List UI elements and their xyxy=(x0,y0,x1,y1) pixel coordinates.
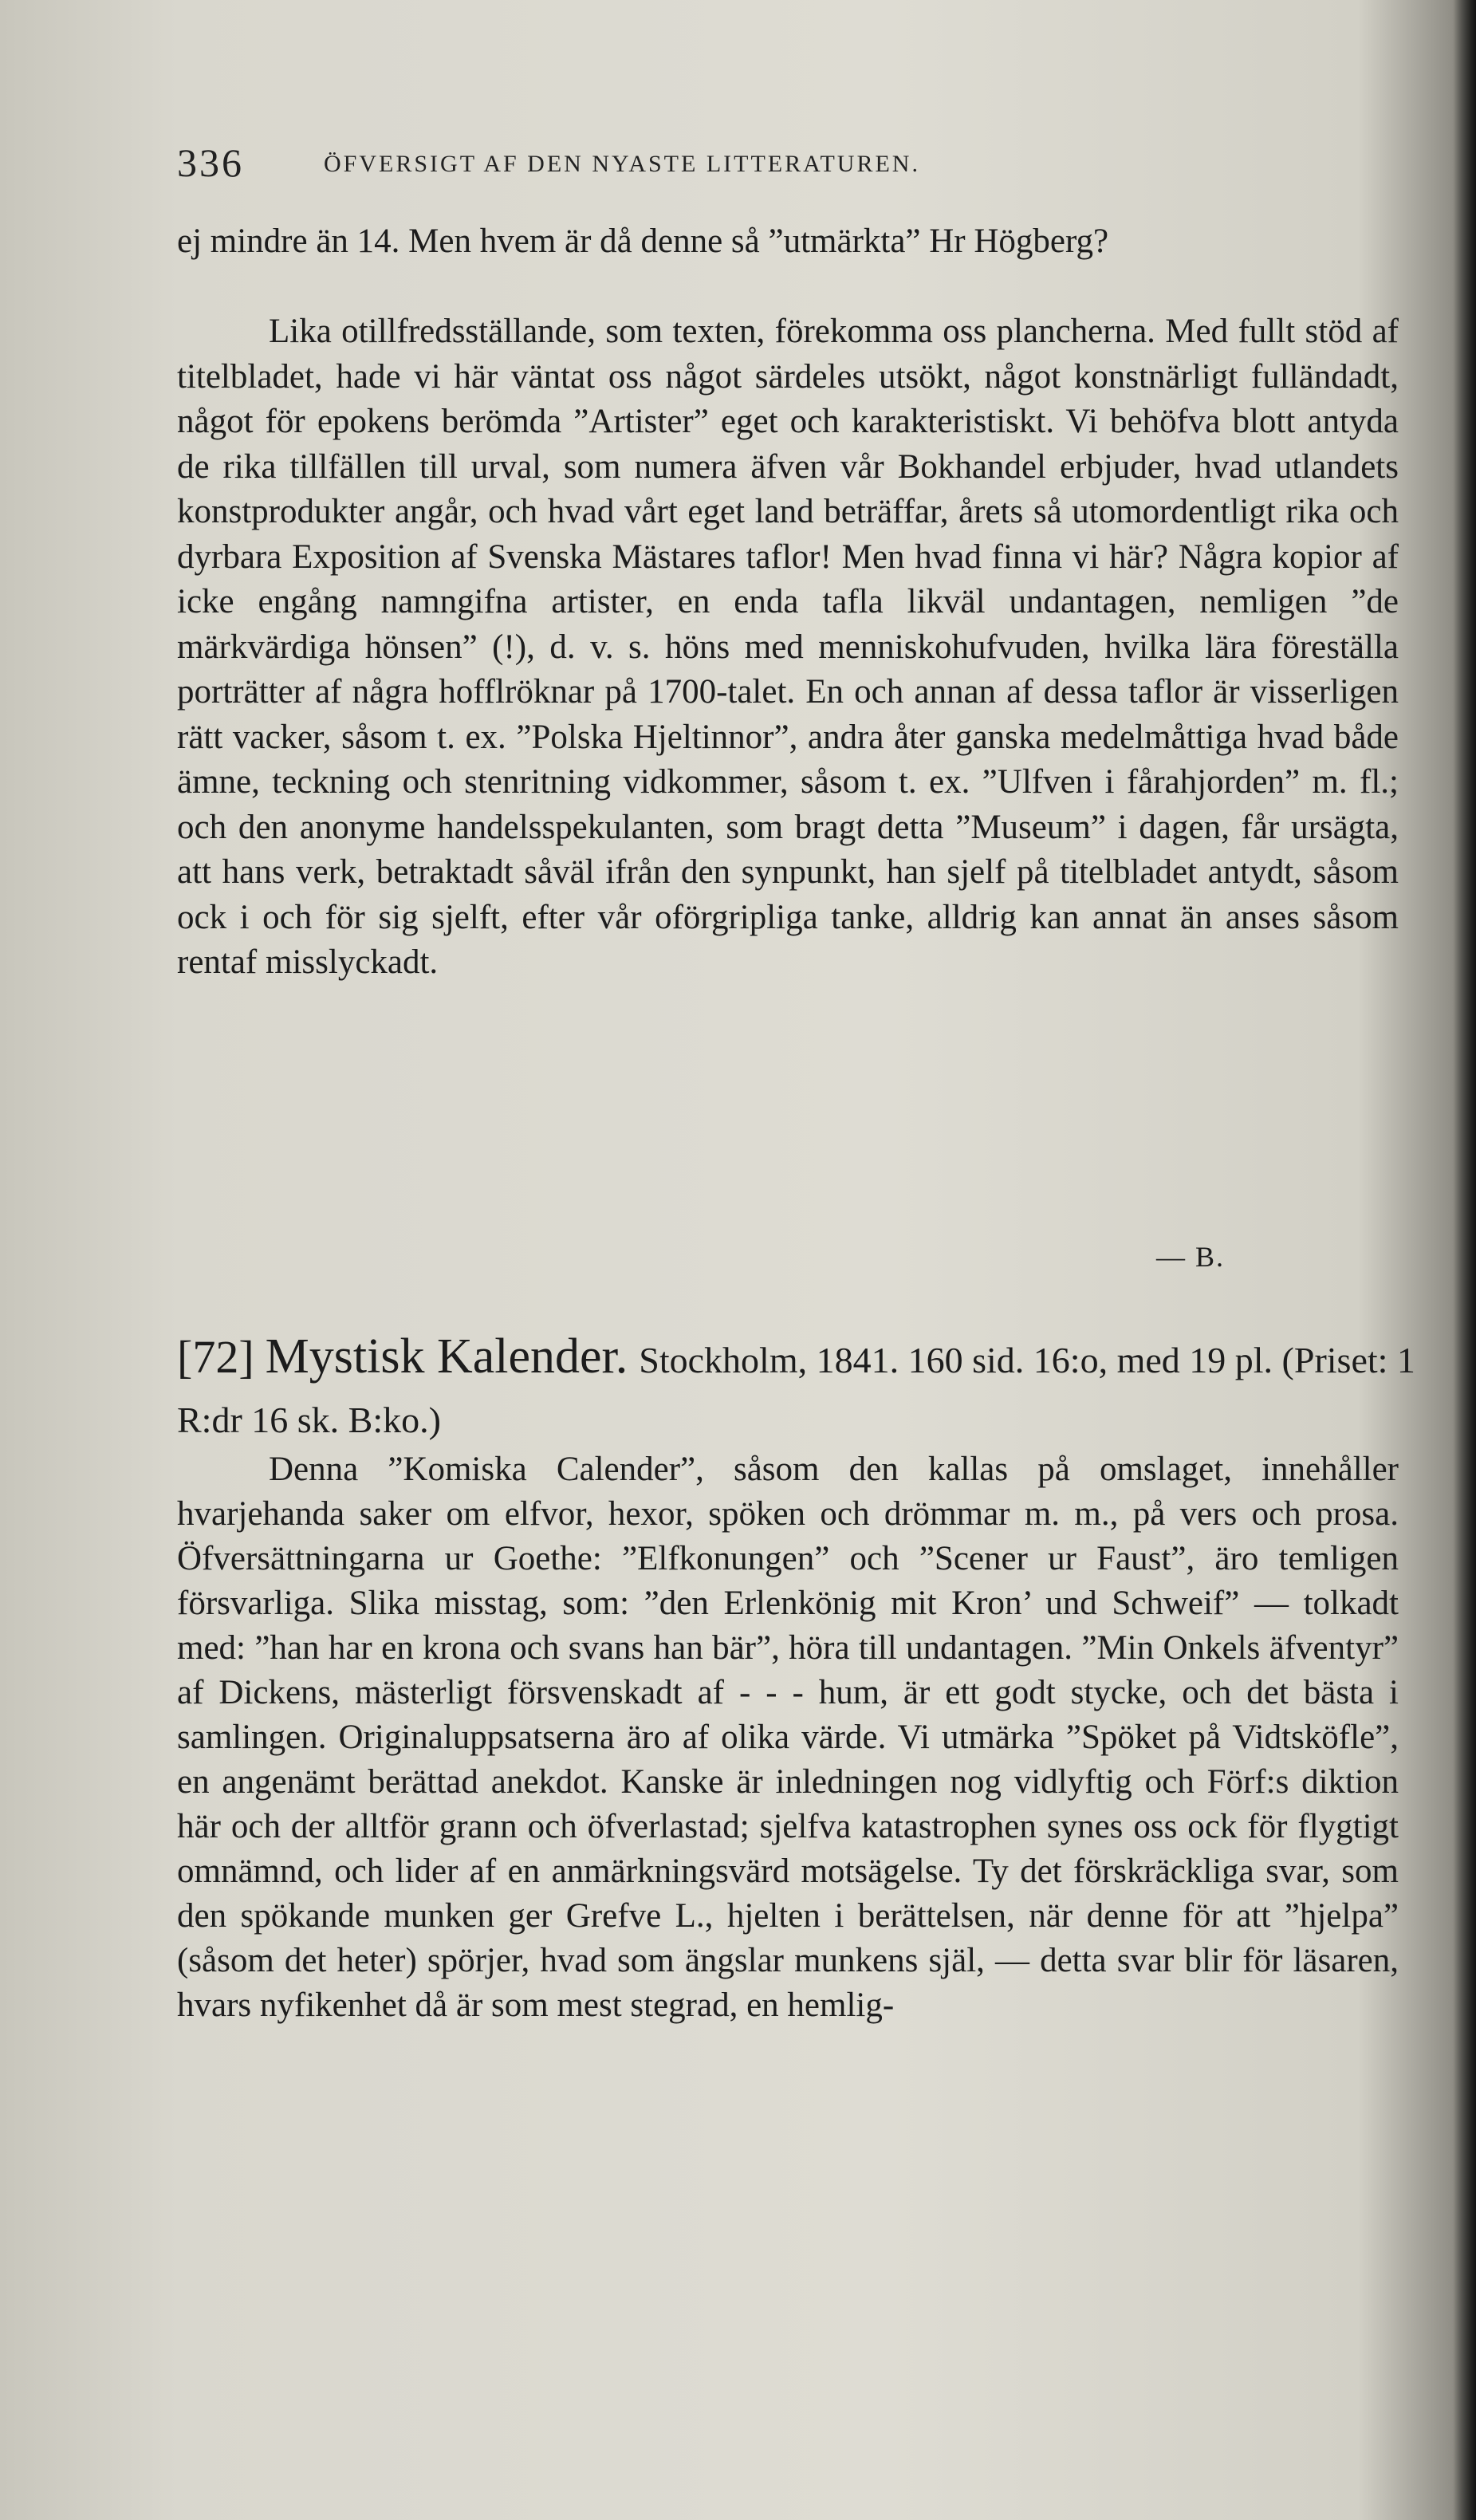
page-edge-shadow xyxy=(1452,0,1476,2520)
paragraph-continuation: ej mindre än 14. Men hvem är då denne så ”utmärkta” Hr Högberg? xyxy=(177,222,1109,260)
paragraph-review-body: Denna ”Komiska Calender”, såsom den kallas på omslaget, innehåller hvarjehanda saker om elfvor, hexor, spöken och drömmar m. m., på vers och prosa. Öfversättningarna ur Goethe: ”Elfkonungen” och ”Scener ur Faust”, äro temligen försvarliga. Slika misstag, som: ”den Erlenkönig mit Kron’ und Schweif” — tolkadt med: ”han har en krona och svans han bär”, höra till undantagen. ”Min Onkels äfventyr” af Dickens, mästerligt försvenskadt af - - - hum, är ett godt stycke, och det bästa i samlingen. Originaluppsatserna äro af olika värde. Vi utmärka ”Spöket på Vidtsköfle”, en angenämt berättad anekdot. Kanske är inledningen nog vidlyftig och Förf:s diktion här och der alltför grann och öfverlastad; sjelfva katastrophen synes oss ock för flygtigt omnämnd, och lider af en anmärkningsvärd motsägelse. Ty det förskräckliga svar, som den spökande munken ger Grefve L., hjelten i berättelsen, när denne för att ”hjelpa” (såsom det heter) spörjer, hvad som ängslar munkens själ, — detta svar blir för läsaren, hvars nyfikenhet då är som mest stegrad, en hemlig- xyxy=(177,1451,1399,2024)
page-number: 336 xyxy=(177,140,244,185)
review-number: [72] xyxy=(177,1331,254,1383)
running-title: ÖFVERSIGT AF DEN NYASTE LITTERATUREN. xyxy=(324,151,920,177)
reviewer-signature: — B. xyxy=(1156,1241,1226,1273)
review-imprint: Stockholm, 1841. 160 sid. 16:o, med 19 pl. (Priset: 1 R:dr 16 sk. B:ko.) xyxy=(177,1340,1415,1440)
review-title: Mystisk Kalender. xyxy=(265,1329,628,1384)
paragraph-plates-critique: Lika otillfredsställande, som texten, förekomma oss plancherna. Med fullt stöd af titelbladet, hade vi här väntat oss något särdeles utsökt, något konstnärligt fulländadt, något för epokens berömda ”Artister” eget och karakteristiskt. Vi behöfva blott antyda de rika tillfällen till urval, som numera äfven vår Bokhandel erbjuder, hvad utlandets konstprodukter angår, och hvad vårt eget land beträffar, årets så utomordentligt rika och dyrbara Exposition af Svenska Mästares taflor! Men hvad finna vi här? Några kopior af icke engång namngifna artister, en enda tafla likväl undantagen, nemligen ”de märkvärdiga hönsen” (!), d. v. s. höns med menniskohufvuden, hvilka lära föreställa porträtter af några hofflröknar på 1700-talet. En och annan af dessa taflor är visserligen rätt vacker, såsom t. ex. ”Polska Hjeltinnor”, andra åter ganska medelmåttiga hvad både ämne, teckning och stenritning vidkommer, såsom t. ex. ”Ulfven i fårahjorden” m. fl.; och den anonyme handelsspekulanten, som bragt detta ”Museum” i dagen, får ursägta, att hans verk, betraktadt såväl ifrån den synpunkt, han sjelf på titelbladet antydt, såsom ock i och för sig sjelft, efter vår oförgripliga tanke, alldrig kan annat än anses såsom rentaf misslyckadt. xyxy=(177,313,1399,981)
review-heading xyxy=(177,1328,1421,1449)
running-head xyxy=(177,140,1421,195)
